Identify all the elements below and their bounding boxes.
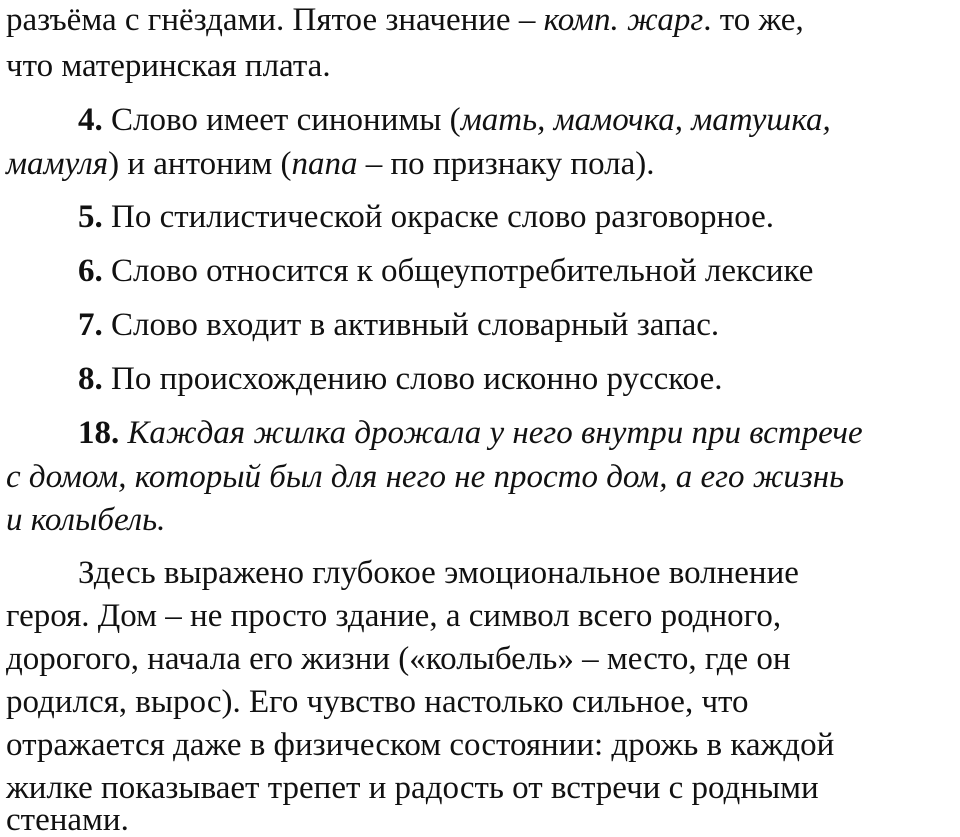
analysis-line-2: героя. Дом – не просто здание, а символ всего родного, [6, 598, 782, 634]
item-antonym: папа [291, 146, 358, 182]
analysis-line-3: дорогого, начала его жизни («колыбель» – место, где он [6, 641, 791, 677]
item-text: – по признаку пола). [357, 146, 655, 182]
item-number: 4. [78, 102, 103, 138]
quote-text: и колыбель. [6, 502, 166, 538]
quote-text: с домом, который был для него не просто дом, а его жизнь [6, 459, 845, 495]
item-number: 5. [78, 199, 103, 235]
analysis-line-7: стенами. [6, 802, 129, 837]
intro-abbrev: комп. жарг [543, 2, 704, 38]
item-5 [78, 197, 774, 239]
analysis-line-6: жилке показывает трепет и радость от встречи с родными [6, 770, 819, 806]
quote-text: Каждая жилка дрожала у него внутри при встрече [119, 415, 863, 451]
item-6 [78, 251, 813, 293]
item-7 [78, 305, 719, 347]
item-4-line-2 [6, 144, 654, 186]
analysis-line-5: отражается даже в физическом состоянии: дрожь в каждой [6, 727, 835, 763]
item-text: ) и антоним ( [108, 146, 292, 182]
item-synonym-last: мамуля [6, 146, 109, 182]
intro-text: разъёма с гнёздами. Пятое значение – [6, 2, 544, 38]
task-number: 18. [78, 415, 120, 451]
intro-line-2: что материнская плата. [6, 48, 331, 84]
task-18-line-3 [6, 500, 165, 542]
analysis-line-4: родился, вырос). Его чувство настолько сильное, что [6, 684, 749, 720]
item-number: 6. [78, 253, 103, 289]
item-number: 8. [78, 361, 103, 397]
intro-text-end: . то же, [703, 2, 804, 38]
task-18-line-2 [6, 457, 844, 499]
item-synonyms: мать, мамочка, матушка, [460, 102, 831, 138]
item-4-line-1 [78, 100, 831, 142]
item-number: 7. [78, 307, 103, 343]
analysis-line-1: Здесь выражено глубокое эмоциональное волнение [78, 555, 799, 591]
item-text: По происхождению слово исконно русское. [102, 361, 723, 397]
item-text: Слово относится к общеупотребительной лексике [102, 253, 814, 289]
item-text: Слово входит в активный словарный запас. [102, 307, 720, 343]
intro-line-1 [6, 0, 804, 42]
task-18-line-1 [78, 413, 863, 455]
item-text: Слово имеет синонимы ( [102, 102, 461, 138]
item-text: По стилистической окраске слово разговорное. [102, 199, 775, 235]
item-8 [78, 359, 722, 401]
